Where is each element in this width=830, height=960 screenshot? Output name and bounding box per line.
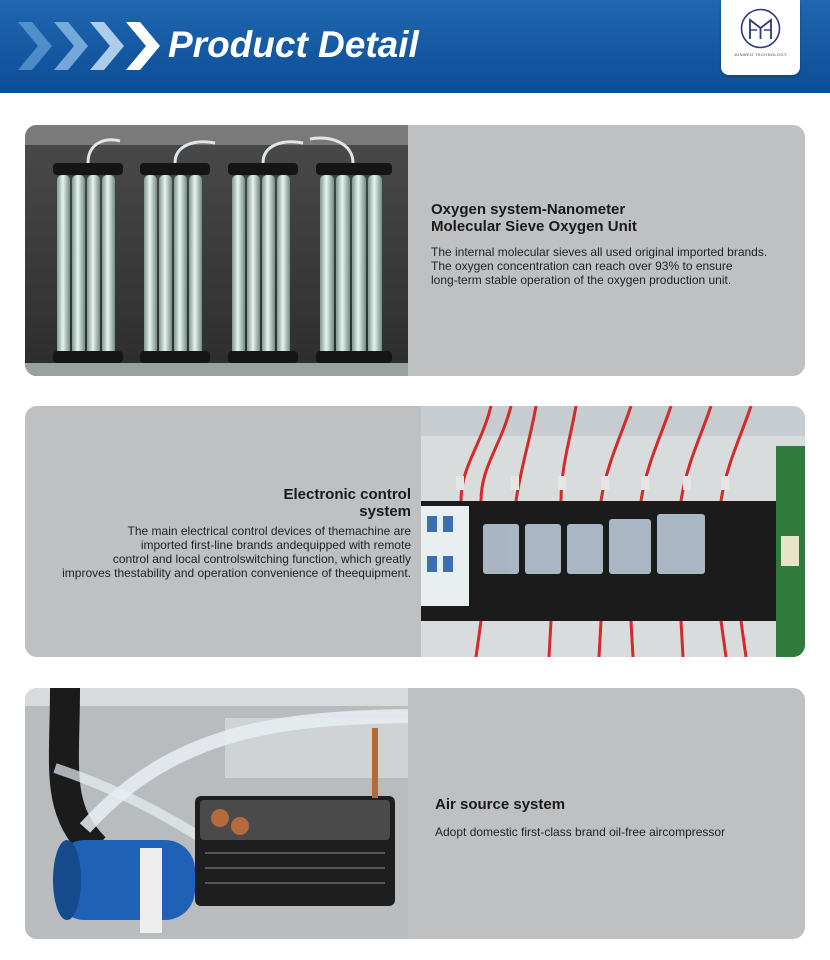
control-panel-photo <box>421 406 805 657</box>
description-line: The internal molecular sieves all used original imported brands. <box>431 245 768 259</box>
section-heading <box>29 486 411 520</box>
heading-line: Molecular Sieve Oxygen Unit <box>431 218 637 235</box>
chevron-arrows-icon <box>18 22 163 70</box>
section-oxygen-system <box>25 125 805 376</box>
description-line: improves thestability and operation convenience of theequipment. <box>62 566 411 580</box>
section-text <box>431 201 801 287</box>
section-text <box>435 796 801 839</box>
header-banner <box>0 0 830 93</box>
section-heading: Air source system <box>435 796 566 813</box>
heading-line: Oxygen system-Nanometer <box>431 201 626 218</box>
molecular-sieve-photo <box>25 125 408 376</box>
description-line: control and local controlswitching function, which greatly <box>112 552 411 566</box>
section-text <box>29 486 411 580</box>
heading-line: system <box>359 503 411 520</box>
description-line: long-term stable operation of the oxygen production unit. <box>431 273 732 287</box>
air-compressor-photo <box>25 688 408 939</box>
section-heading <box>431 201 801 235</box>
heading-line: Electronic control <box>283 486 411 503</box>
description-line: The main electrical control devices of themachine are <box>127 524 411 538</box>
section-air-source <box>25 688 805 939</box>
section-description <box>29 524 411 580</box>
description-line: imported first-line brands andequipped with remote <box>140 538 411 552</box>
description-line: The oxygen concentration can reach over 93% to ensure <box>431 259 733 273</box>
page-title: Product Detail <box>168 24 419 65</box>
section-description <box>431 245 801 287</box>
section-description: Adopt domestic first-class brand oil-free aircompressor <box>435 825 726 839</box>
section-electronic-control <box>25 406 805 657</box>
logo-emblem-icon <box>738 6 783 51</box>
logo-text: JUNWEO TECHNOLOGY <box>733 52 788 57</box>
company-logo <box>721 0 800 75</box>
